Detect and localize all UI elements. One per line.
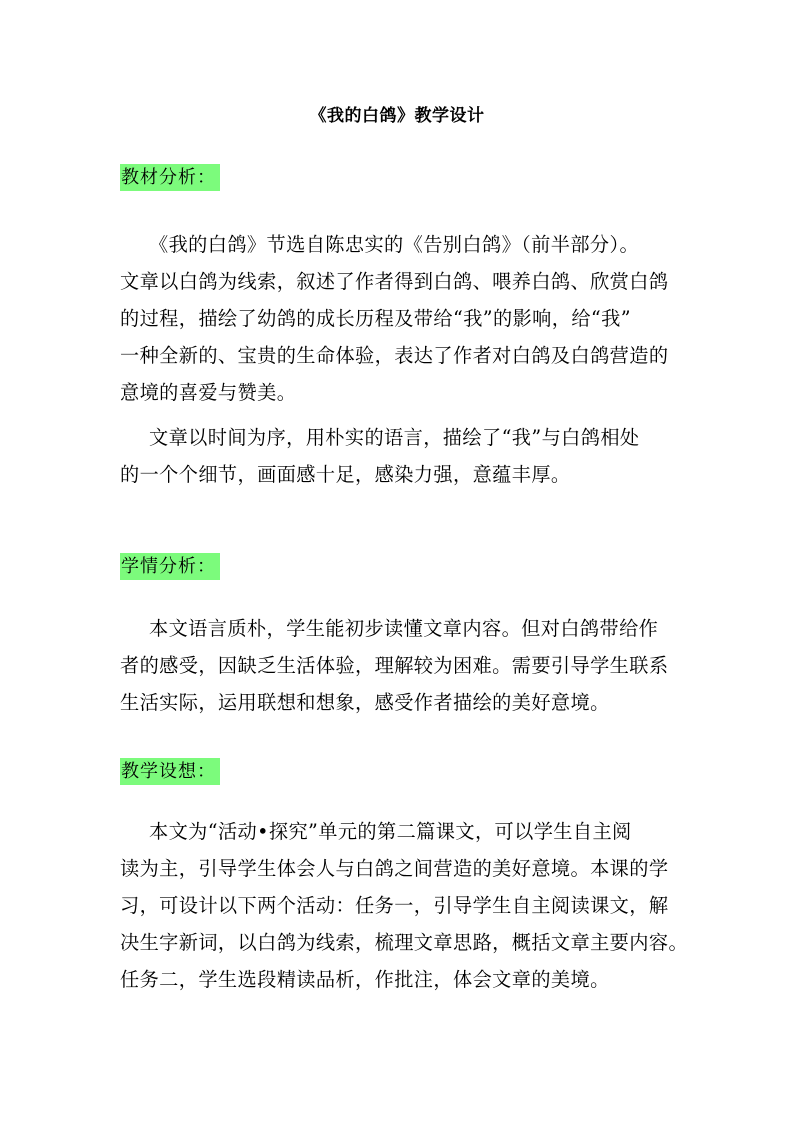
- document-title: 《我的白鸽》教学设计: [309, 106, 485, 126]
- paragraph-teaching-idea: [120, 813, 689, 998]
- text-line: 读为主，引导学生体会人与白鸽之间营造的美好意境。本课的学: [120, 857, 669, 880]
- paragraph-learner-analysis: [120, 610, 682, 721]
- section-heading-textbook-analysis: 教材分析：: [120, 164, 220, 191]
- paragraph-textbook-analysis-1: [120, 226, 682, 411]
- text-line: 的过程，描绘了幼鸽的成长历程及带给“我”的影响，给“我”: [120, 307, 631, 330]
- text-line: 生活实际，运用联想和想象，感受作者描绘的美好意境。: [120, 691, 610, 714]
- text-line: 一种全新的、宝贵的生命体验，表达了作者对白鸽及白鸽营造的: [120, 344, 669, 367]
- section-heading-teaching-idea: 教学设想：: [120, 758, 220, 785]
- paragraph-textbook-analysis-2: [120, 419, 682, 493]
- text-line: 文章以白鸽为线索，叙述了作者得到白鸽、喂养白鸽、欣赏白鸽: [120, 270, 669, 293]
- text-line: 意境的喜爱与赞美。: [120, 381, 297, 404]
- text-line: 文章以时间为序，用朴实的语言，描绘了“我”与白鸽相处: [149, 426, 640, 449]
- text-line: 本文语言质朴，学生能初步读懂文章内容。但对白鸽带给作: [149, 617, 659, 640]
- text-line: 本文为“活动•探究”单元的第二篇课文，可以学生自主阅: [149, 820, 632, 843]
- section-heading-learner-analysis: 学情分析：: [120, 553, 220, 580]
- text-line: 的一个个细节，画面感十足，感染力强，意蕴丰厚。: [120, 463, 571, 486]
- text-line: 者的感受，因缺乏生活体验，理解较为困难。需要引导学生联系: [120, 654, 669, 677]
- text-line: 《我的白鸽》节选自陈忠实的《告别白鸽》（前半部分）。: [149, 233, 640, 256]
- text-line: 任务二，学生选段精读品析，作批注，体会文章的美境。: [120, 968, 610, 991]
- text-line: 决生字新词，以白鸽为线索，梳理文章思路，概括文章主要内容。: [120, 931, 689, 954]
- text-line: 习，可设计以下两个活动：任务一，引导学生自主阅读课文，解: [120, 894, 669, 917]
